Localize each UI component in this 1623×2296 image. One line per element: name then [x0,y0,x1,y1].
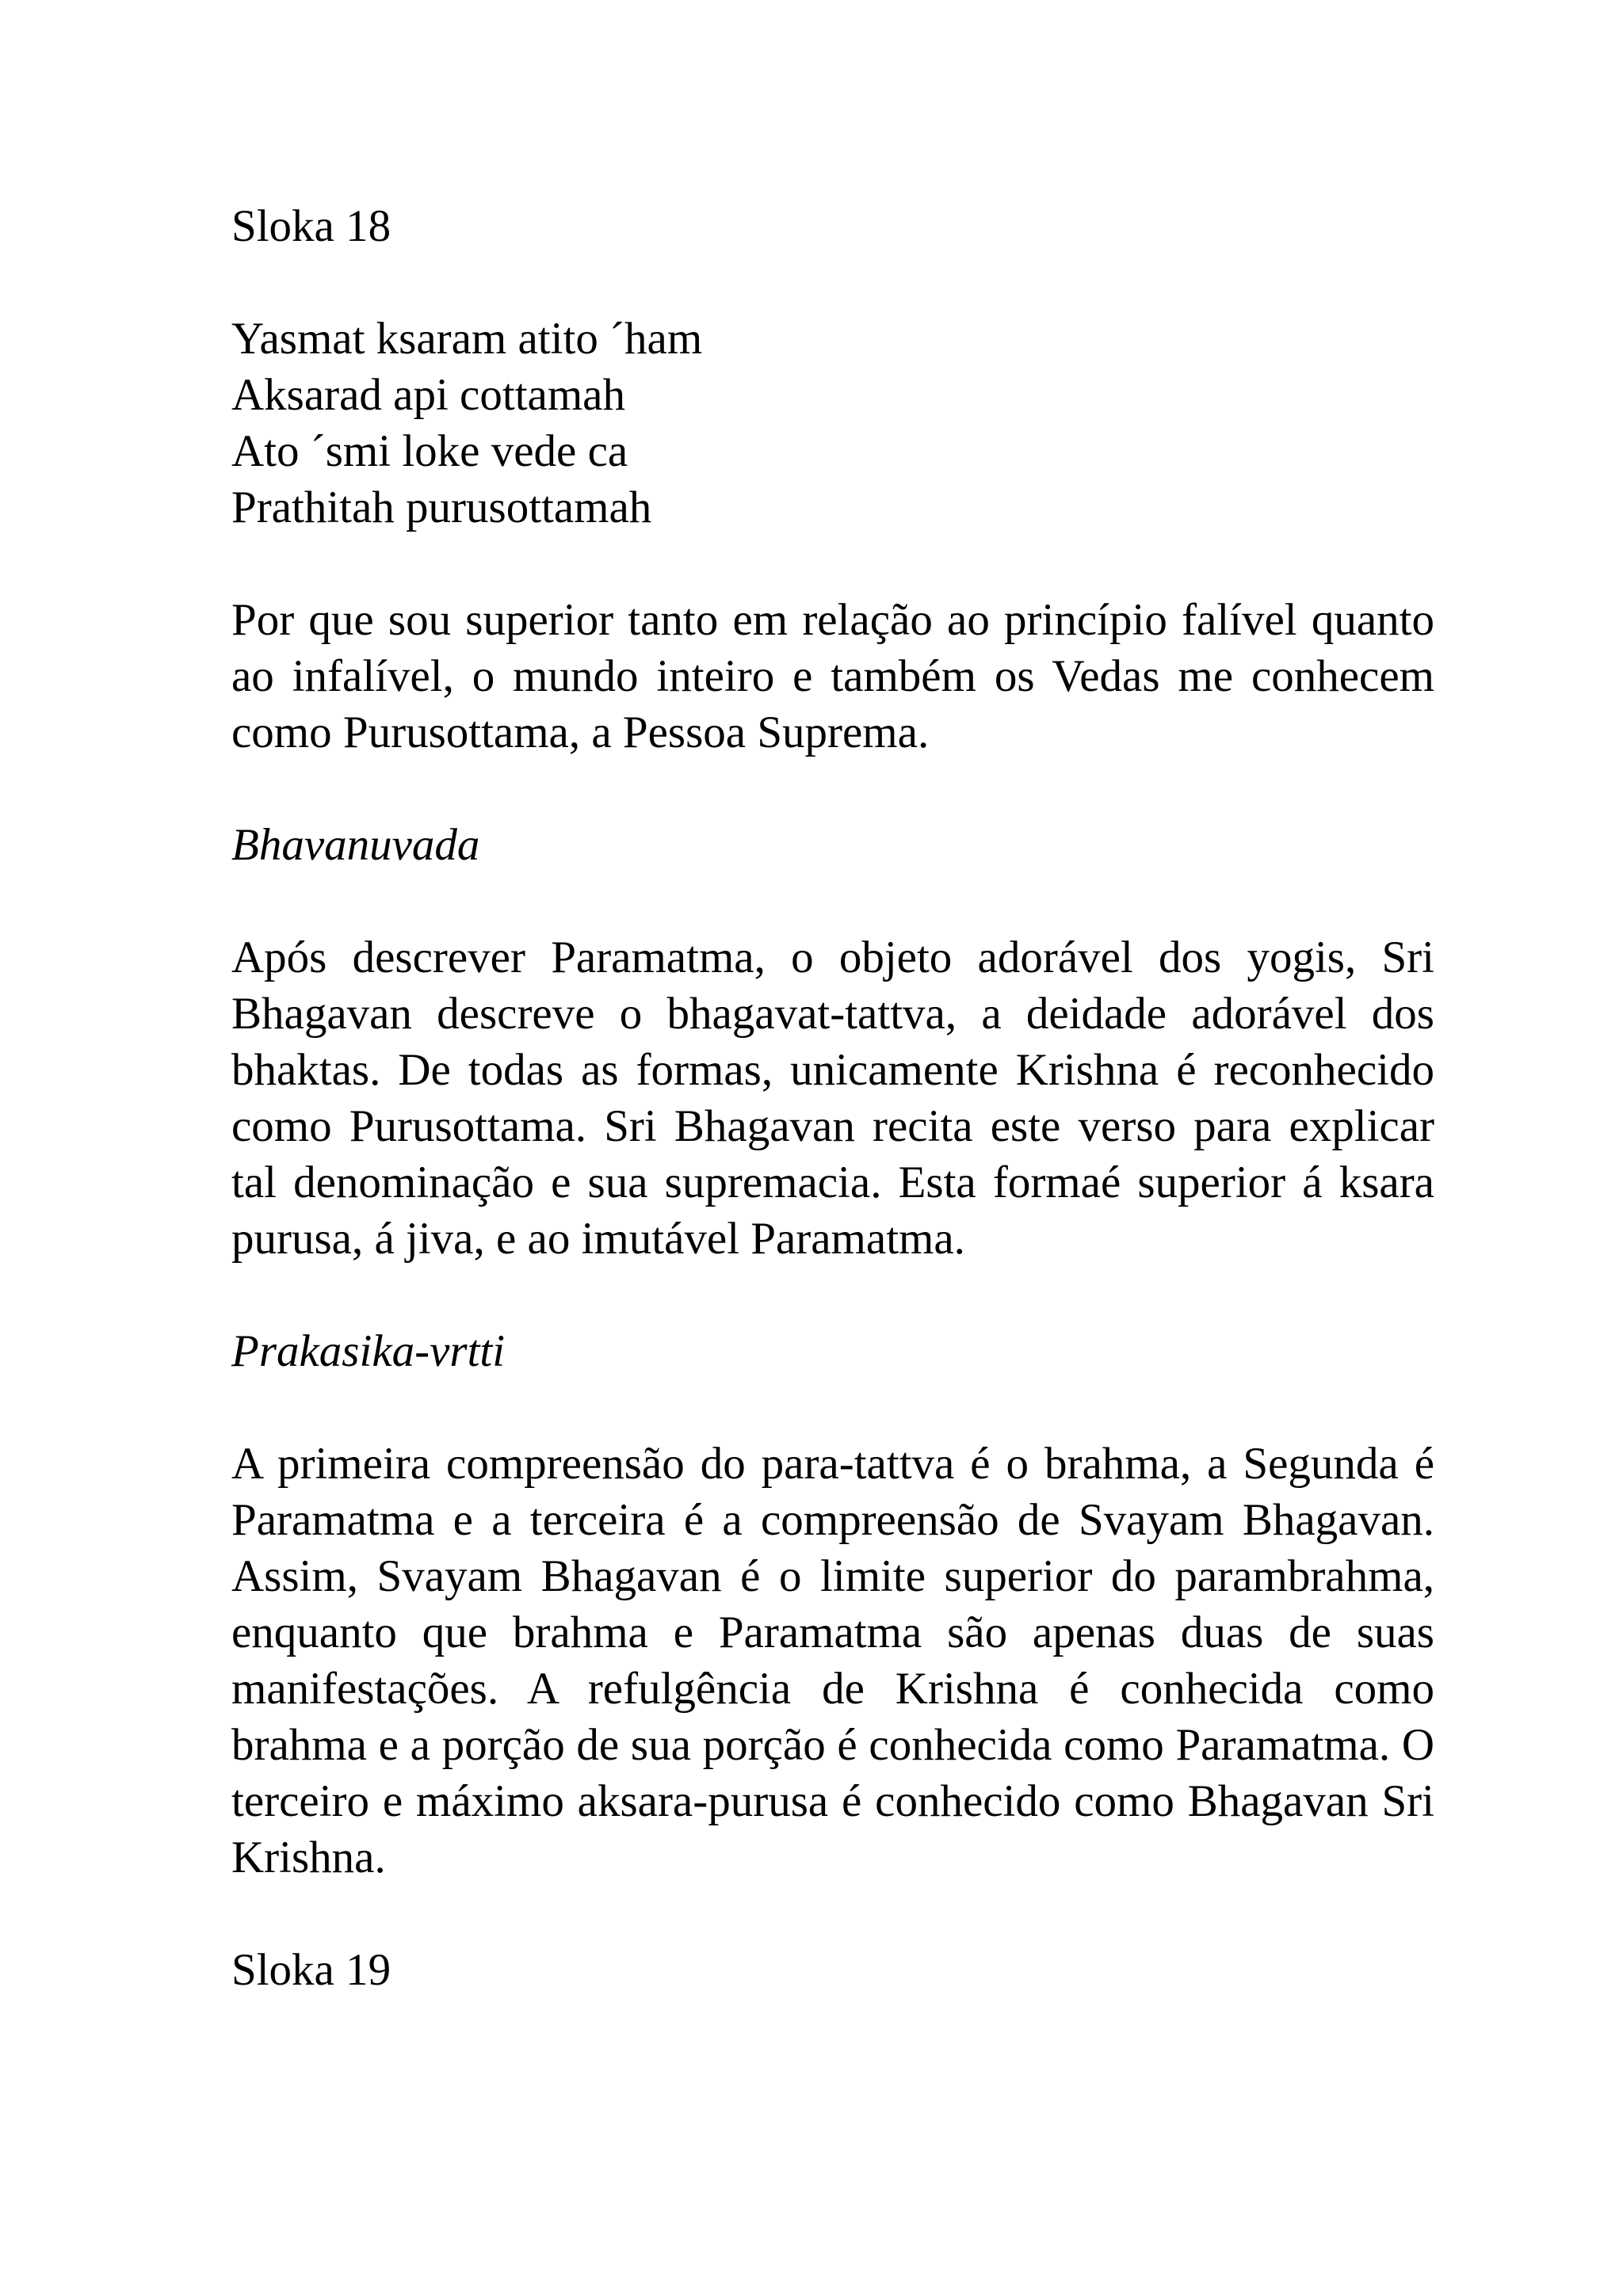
sanskrit-verse [231,311,1434,536]
bhavanuvada-heading: Bhavanuvada [231,820,480,870]
prakasika-vrtti-paragraph: A primeira compreensão do para-tattva é o brahma, a Segunda é Paramatma e a terceira é a compreensão de Svayam Bhagavan. Assim, Svayam Bhagavan é o limite superior do parambrahma, enquanto que brahma e Paramatma são apenas duas de suas manifestações. A refulgência de Krishna é conhecida como brahma e a porção de sua porção é conhecida como Paramatma. O terceiro e máximo aksara-purusa é conhecido como Bhagavan Sri Krishna. [231,1439,1434,1882]
document-page [231,198,1434,1998]
sloka-19-heading: Sloka 19 [231,1945,391,1995]
prakasika-vrtti-heading: Prakasika-vrtti [231,1326,506,1376]
verse-line-1: Yasmat ksaram atito ´ham [231,314,703,364]
sloka-18-heading: Sloka 18 [231,201,391,251]
verse-line-4: Prathitah purusottamah [231,482,652,532]
verse-line-2: Aksarad api cottamah [231,370,625,420]
bhavanuvada-paragraph: Após descrever Paramatma, o objeto adorável dos yogis, Sri Bhagavan descreve o bhagavat-tattva, a deidade adorável dos bhaktas. De todas as formas, unicamente Krishna é reconhecido como Purusottama. Sri Bhagavan recita este verso para explicar tal denominação e sua supremacia. Esta formaé superior á ksara purusa, á jiva, e ao imutável Paramatma. [231,933,1434,1264]
translation-paragraph: Por que sou superior tanto em relação ao princípio falível quanto ao infalível, o mundo inteiro e também os Vedas me conhecem como Purusottama, a Pessoa Suprema. [231,595,1434,757]
verse-line-3: Ato ´smi loke vede ca [231,426,628,476]
